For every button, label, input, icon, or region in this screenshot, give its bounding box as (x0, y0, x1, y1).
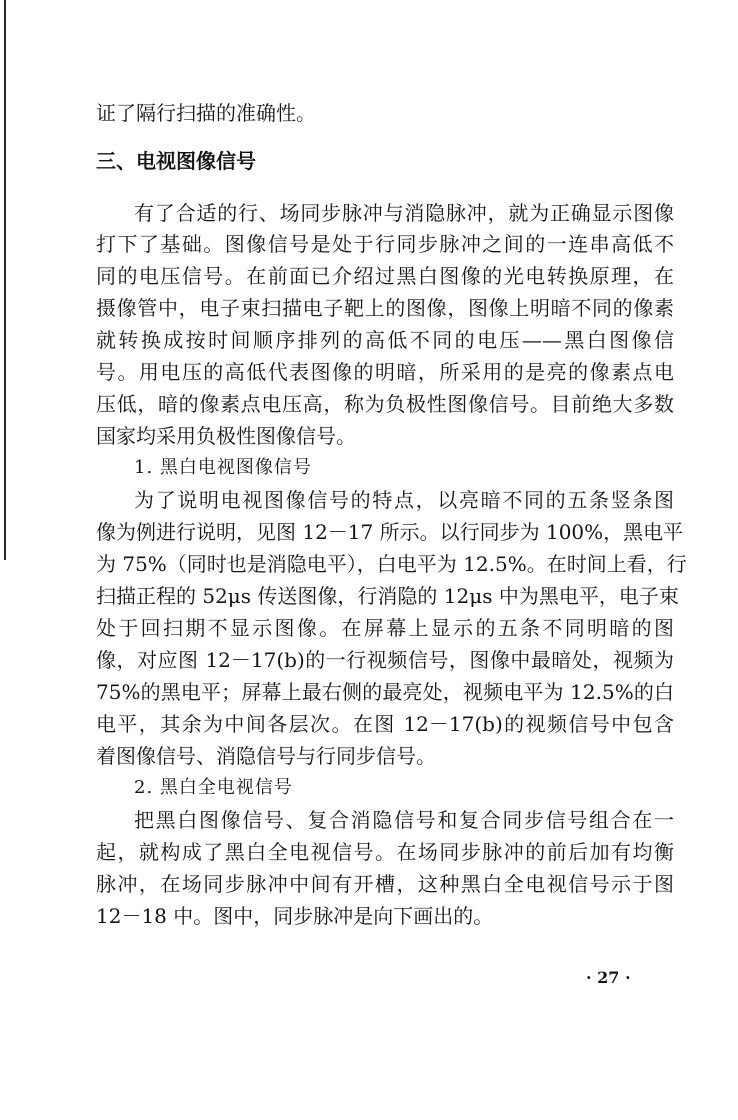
text-line: 压低，暗的像素点电压高，称为负极性图像信号。目前绝大多数 (96, 392, 674, 416)
text-line: 号。用电压的高低代表图像的明暗，所采用的是亮的像素点电 (96, 360, 674, 384)
text-line: 脉冲，在场同步脉冲中间有开槽，这种黑白全电视信号示于图 (96, 872, 674, 896)
text-line: 把黑白图像信号、复合消隐信号和复合同步信号组合在一 (134, 808, 674, 832)
text-line: 像，对应图 12－17(b)的一行视频信号，图像中最暗处，视频为 (96, 648, 674, 672)
page-number: · 27 · (586, 968, 631, 987)
subsection-heading: 1. 黑白电视图像信号 (134, 457, 312, 478)
text-line: 12－18 中。图中，同步脉冲是向下画出的。 (96, 904, 494, 928)
text-line: 为了说明电视图像信号的特点，以亮暗不同的五条竖条图 (134, 488, 674, 512)
subsection-heading: 2. 黑白全电视信号 (134, 777, 293, 798)
text-line: 摄像管中，电子束扫描电子靶上的图像，图像上明暗不同的像素 (96, 296, 674, 320)
text-line: 打下了基础。图像信号是处于行同步脉冲之间的一连串高低不 (96, 232, 674, 256)
text-line: 处于回扫期不显示图像。在屏幕上显示的五条不同明暗的图 (96, 616, 674, 640)
text-line: 有了合适的行、场同步脉冲与消隐脉冲，就为正确显示图像 (134, 201, 674, 225)
text-line: 证了隔行扫描的准确性。 (96, 101, 316, 125)
text-line: 为 75%（同时也是消隐电平），白电平为 12.5%。在时间上看，行 (96, 552, 687, 576)
text-line: 电平，其余为中间各层次。在图 12－17(b)的视频信号中包含 (96, 712, 674, 736)
text-line: 75%的黑电平；屏幕上最右侧的最亮处，视频电平为 12.5%的白 (96, 680, 674, 704)
text-line: 着图像信号、消隐信号与行同步信号。 (96, 744, 436, 768)
text-line: 就转换成按时间顺序排列的高低不同的电压——黑白图像信 (96, 328, 674, 352)
text-line: 像为例进行说明，见图 12－17 所示。以行同步为 100%，黑电平 (96, 520, 684, 544)
text-line: 起，就构成了黑白全电视信号。在场同步脉冲的前后加有均衡 (96, 840, 674, 864)
left-margin-rule (4, 0, 6, 560)
text-line: 同的电压信号。在前面已介绍过黑白图像的光电转换原理，在 (96, 264, 674, 288)
text-line: 国家均采用负极性图像信号。 (96, 424, 356, 448)
section-heading: 三、电视图像信号 (96, 149, 256, 173)
text-line: 扫描正程的 52μs 传送图像，行消隐的 12μs 中为黑电平，电子束 (96, 584, 679, 608)
